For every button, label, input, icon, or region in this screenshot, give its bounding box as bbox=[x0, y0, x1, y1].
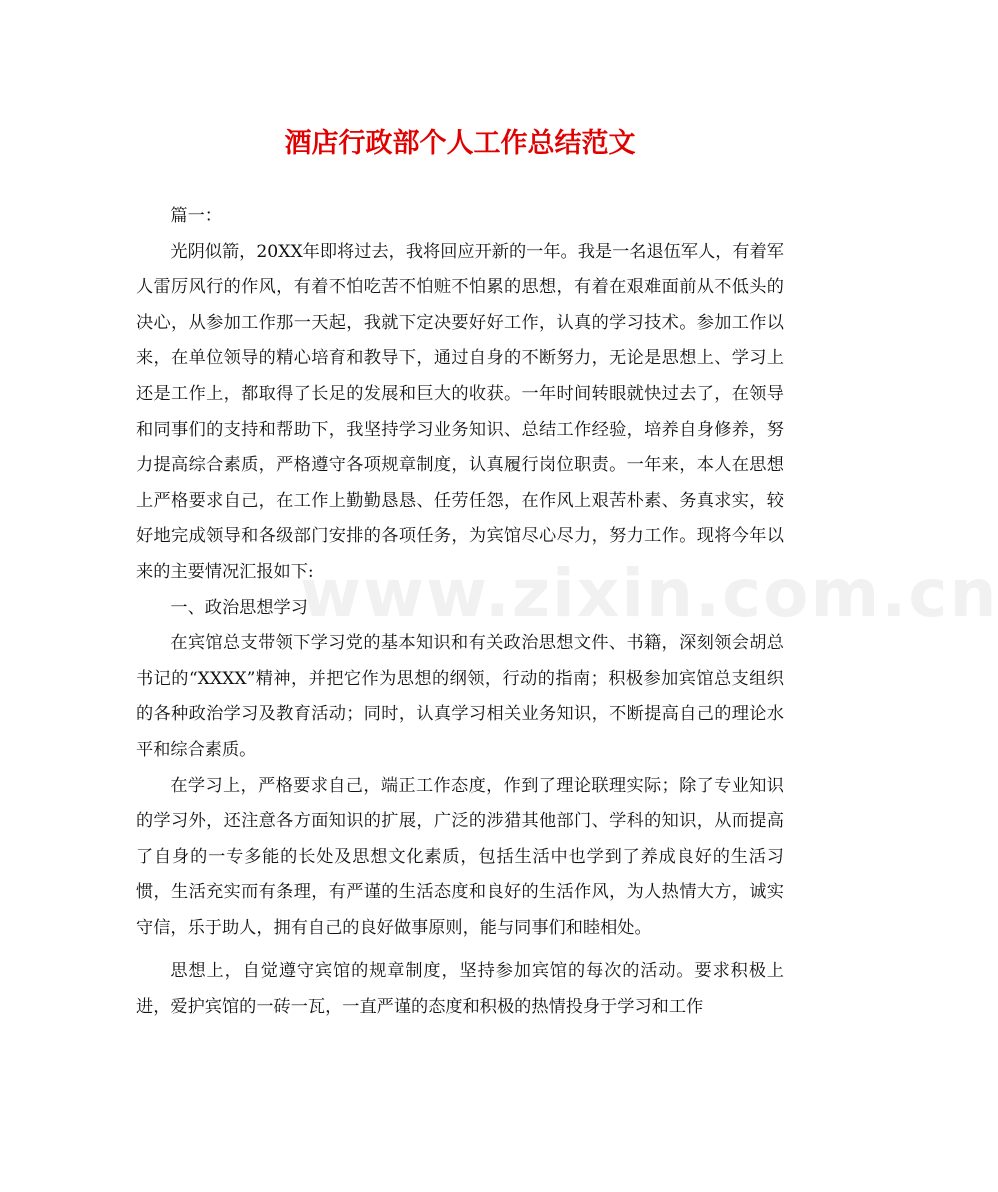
paragraph-thinking: 思想上，自觉遵守宾馆的规章制度，坚持参加宾馆的每次的活动。要求积极上进，爱护宾馆的一砖一瓦，一直严谨的态度和积极的热情投身于学习和工作 bbox=[136, 961, 784, 1018]
paragraph-intro: 光阴似箭，20XX年即将过去，我将回应开新的一年。我是一名退伍军人，有着军人雷厉风行的作风，有着不怕吃苦不怕赃不怕累的思想，有着在艰难面前从不低头的决心，从参加工作那一天起，我就下定决要好好工作，认真的学习技术。参加工作以来，在单位领导的精心培育和教导下，通过自身的不断努力，无论是思想上、学习上还是工作上，都取得了长足的发展和巨大的收获。一年时间转眼就快过去了，在领导和同事们的支持和帮助下，我坚持学习业务知识、总结工作经验，培养自身修养，努力提高综合素质，严格遵守各项规章制度，认真履行岗位职责。一年来，本人在思想上严格要求自己，在工作上勤勤恳恳、任劳任怨，在作风上艰苦朴素、务真求实，较好地完成领导和各级部门安排的各项任务，为宾馆尽心尽力，努力工作。现将今年以来的主要情况汇报如下: bbox=[136, 241, 784, 582]
watermark-text: www.zixin.com.cn bbox=[300, 555, 998, 632]
paragraph-learning: 在学习上，严格要求自己，端正工作态度，作到了理论联理实际；除了专业知识的学习外，还注意各方面知识的扩展，广泛的涉猎其他部门、学科的知识，从而提高了自身的一专多能的长处及思想文化素质，包括生活中也学到了养成良好的生活习惯，生活充实而有条理，有严谨的生活态度和良好的生活作风，为人热情大方，诚实守信，乐于助人，拥有自己的良好做事原则，能与同事们和睦相处。 bbox=[136, 775, 784, 938]
section-heading-political-study: 一、政治思想学习 bbox=[170, 597, 308, 618]
paragraph-political-study: 在宾馆总支带领下学习党的基本知识和有关政治思想文件、书籍，深刻领会胡总书记的“XXXX”精神，并把它作为思想的纲领，行动的指南；积极参加宾馆总支组织的各种政治学习及教育活动；同时，认真学习相关业务知识，不断提高自己的理论水平和综合素质。 bbox=[136, 633, 784, 760]
document-title: 酒店行政部个人工作总结范文 bbox=[284, 128, 636, 159]
section-label: 篇一： bbox=[170, 206, 222, 226]
